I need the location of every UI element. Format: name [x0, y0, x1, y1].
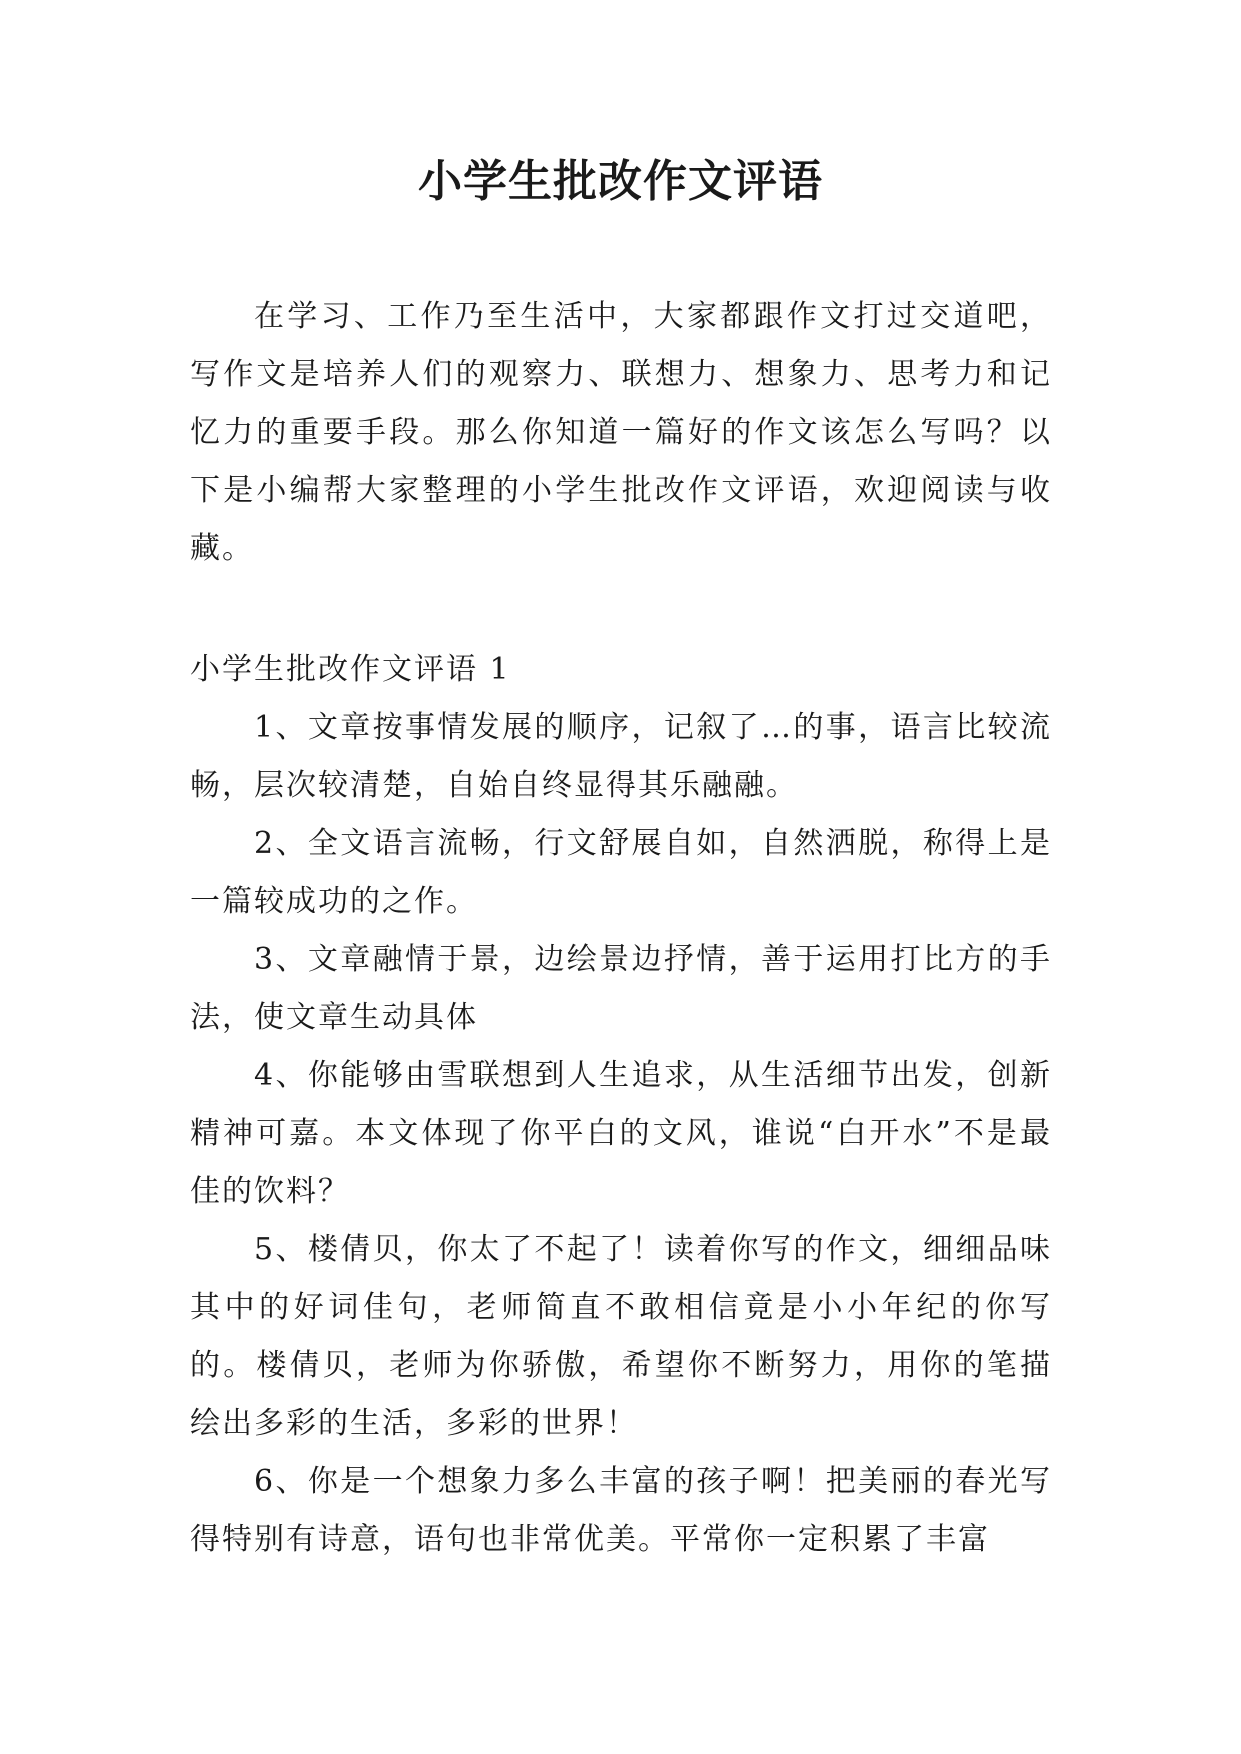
comment-item-3: 3、文章融情于景，边绘景边抒情，善于运用打比方的手法，使文章生动具体: [190, 942, 1052, 1035]
comment-list: [190, 699, 1052, 1569]
comment-item-2: 2、全文语言流畅，行文舒展自如，自然洒脱，称得上是一篇较成功的之作。: [190, 826, 1052, 919]
comment-item-6: 6、你是一个想象力多么丰富的孩子啊！把美丽的春光写得特别有诗意，语句也非常优美。平常你一定积累了丰富: [190, 1464, 1052, 1557]
intro-paragraph: 在学习、工作乃至生活中，大家都跟作文打过交道吧，写作文是培养人们的观察力、联想力、想象力、思考力和记忆力的重要手段。那么你知道一篇好的作文该怎么写吗？以下是小编帮大家整理的小学生批改作文评语，欢迎阅读与收藏。: [190, 299, 1052, 566]
comment-item-5: 5、楼倩贝，你太了不起了！读着你写的作文，细细品味其中的好词佳句，老师简直不敢相信竟是小小年纪的你写的。楼倩贝，老师为你骄傲，希望你不断努力，用你的笔描绘出多彩的生活，多彩的世界！: [190, 1232, 1052, 1441]
document-title: 小学生批改作文评语: [418, 156, 823, 207]
comment-item-1: 1、文章按事情发展的顺序，记叙了…的事，语言比较流畅，层次较清楚，自始自终显得其乐融融。: [190, 710, 1052, 803]
section-heading: 小学生批改作文评语 1: [190, 652, 511, 687]
comment-item-4: 4、你能够由雪联想到人生追求，从生活细节出发，创新精神可嘉。本文体现了你平白的文风，谁说“白开水”不是最佳的饮料？: [190, 1058, 1052, 1209]
